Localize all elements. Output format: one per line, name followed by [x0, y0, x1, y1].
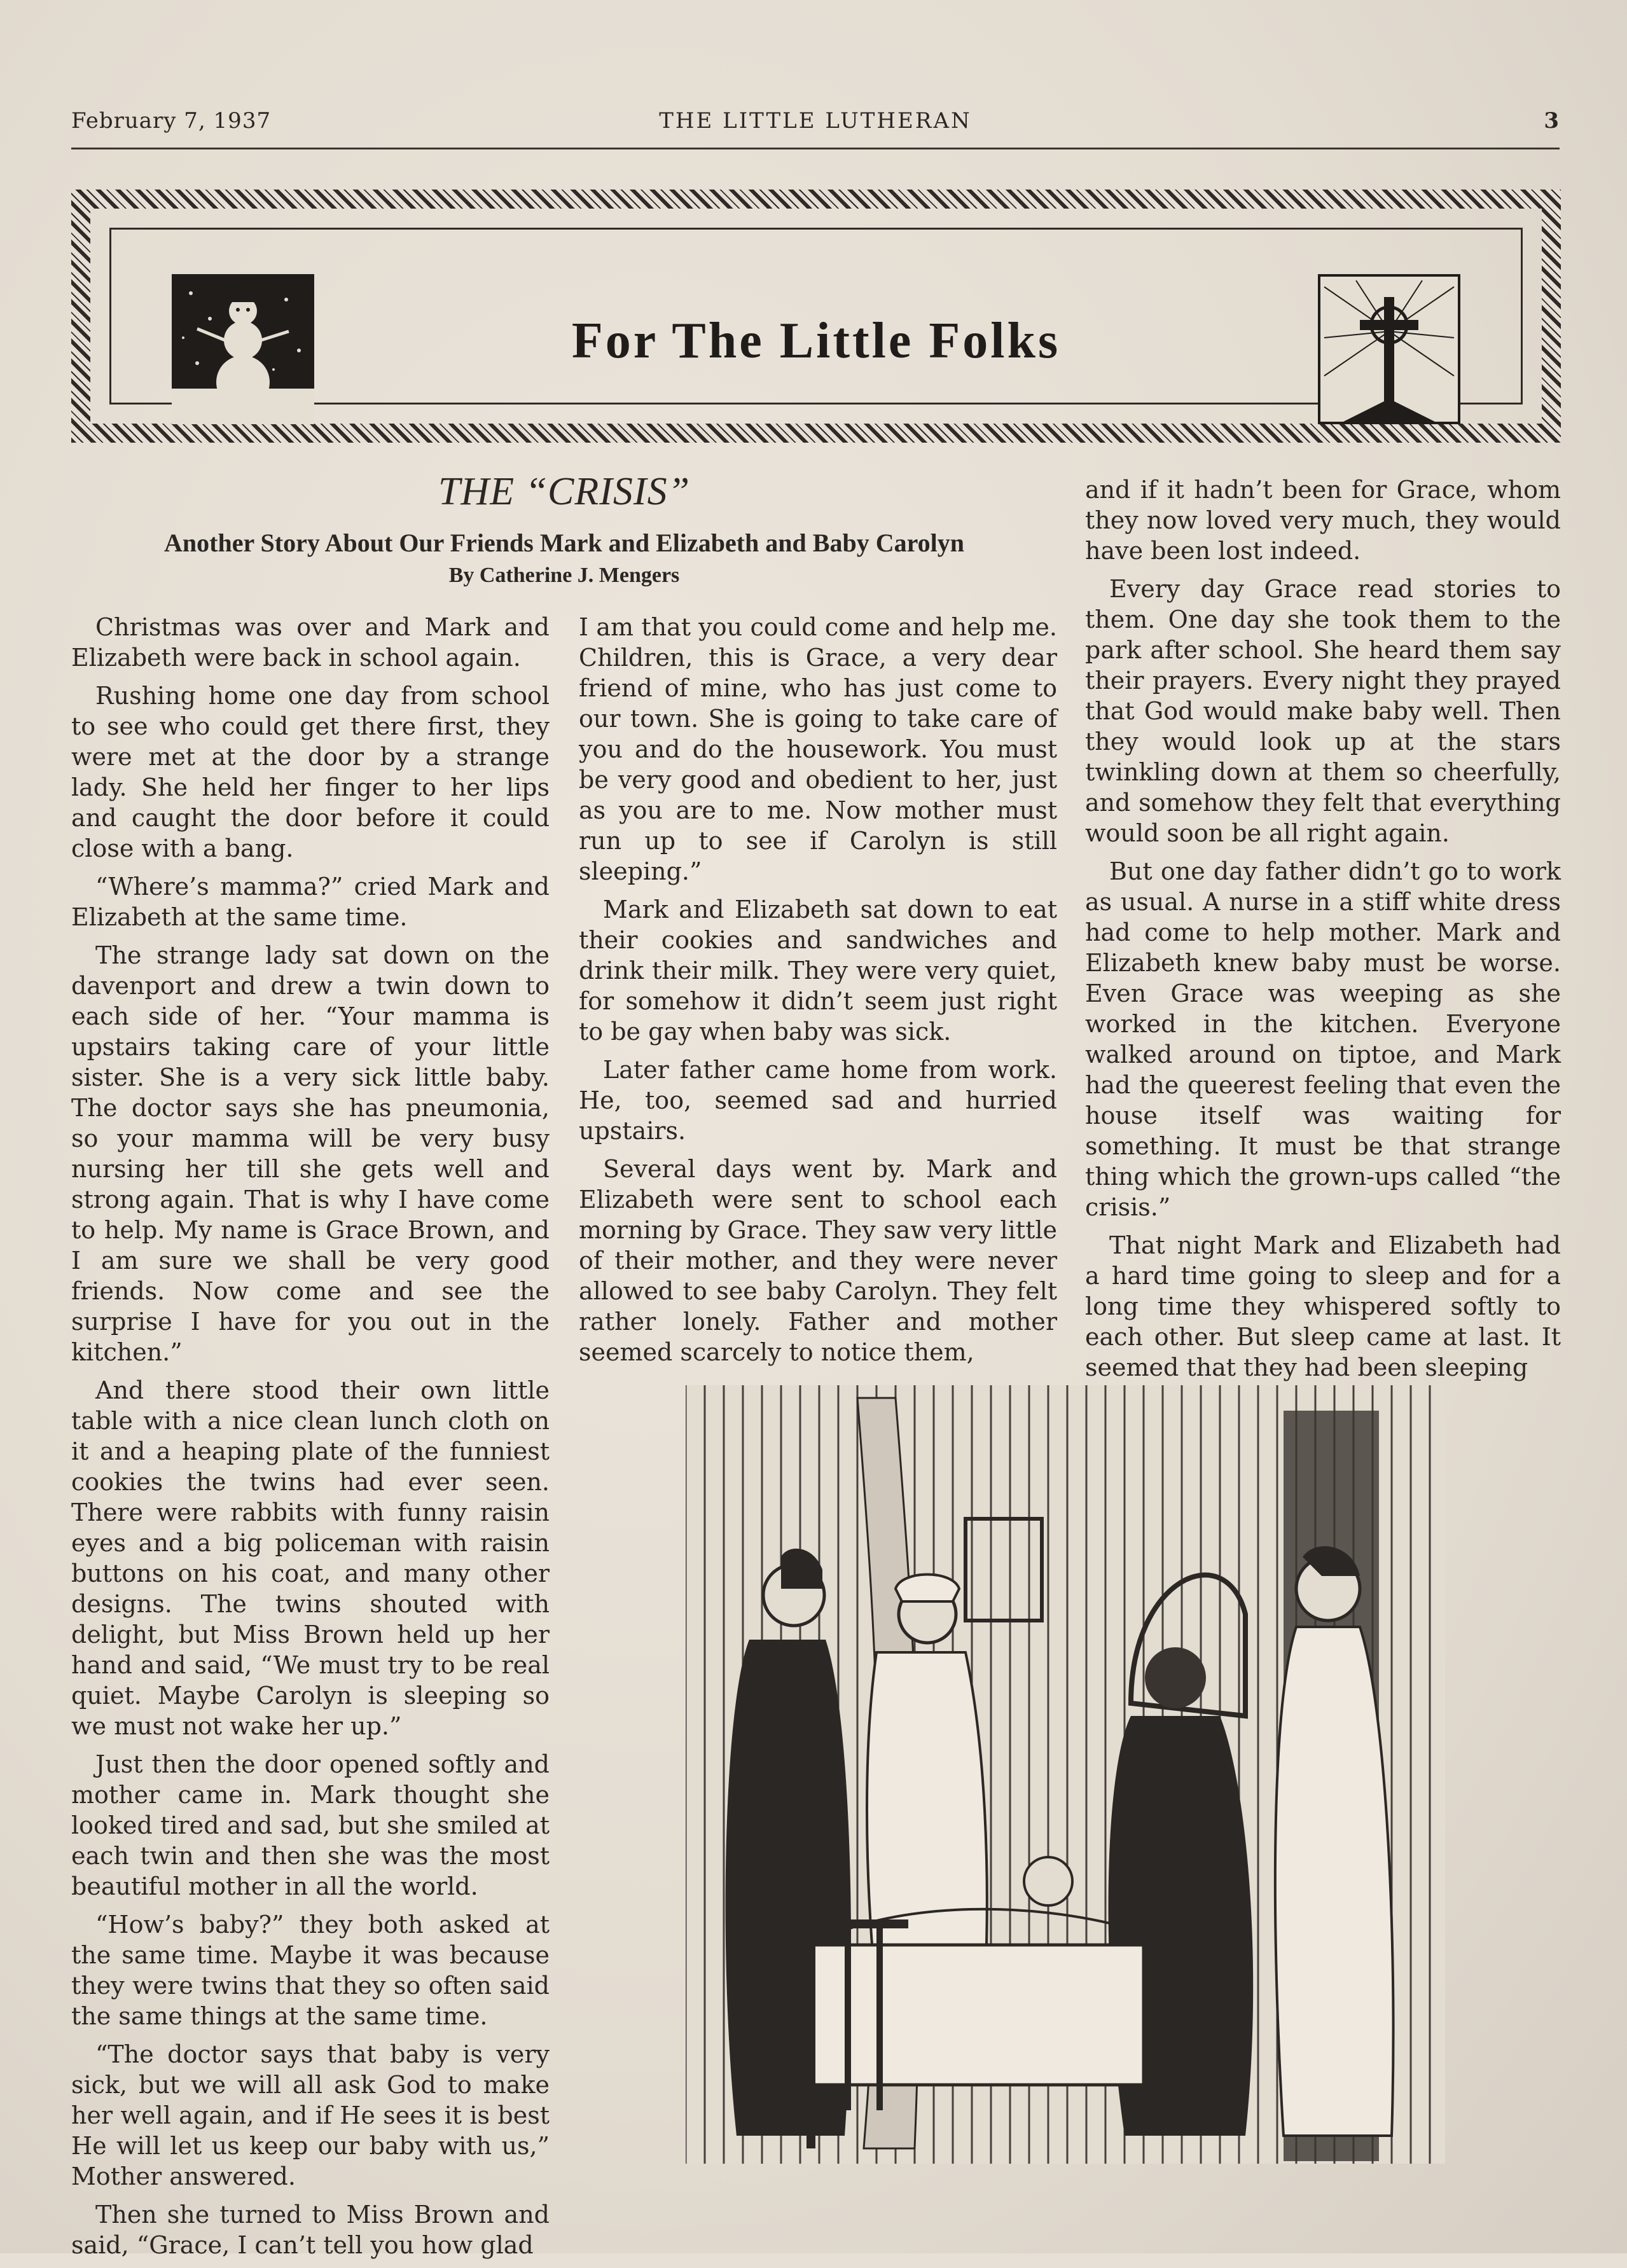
paragraph: Later father came home from work. He, too, seemed sad and hurried upstairs. — [579, 1056, 1057, 1145]
paragraph: Rushing home one day from school to see who could get there first, they were met at the door by a strange lady. She held her finger to her lips and caught the door before it could close with a bang. — [71, 682, 550, 862]
paragraph: “How’s baby?” they both asked at the same time. Maybe it was because they were twins that they so often said the same things at the same time. — [71, 1911, 550, 2030]
paragraph: “The doctor says that baby is very sick, but we will all ask God to make her well again, and if He sees it is best He will let us keep our baby with us,” Mother answered. — [71, 2040, 550, 2190]
page-number: 3 — [1544, 108, 1560, 134]
paragraph: Mark and Elizabeth sat down to eat their cookies and sandwiches and drink their milk. They were very quiet, for somehow it didn’t seem just right to be gay when baby was sick. — [579, 895, 1057, 1046]
text-column-3 — [1085, 474, 1561, 1390]
section-banner — [71, 190, 1561, 443]
issue-date: February 7, 1937 — [71, 108, 272, 134]
celtic-cross-icon — [1318, 274, 1460, 424]
header-rule — [71, 148, 1560, 149]
paragraph: Every day Grace read stories to them. One day she took them to the park after school. She heard them say their prayers. Every night they prayed that God would make baby well. Then they would look up at the stars twinkling down at them so cheerfully, and somehow they felt that everything would soon be all right again. — [1085, 575, 1561, 847]
story-subtitle: Another Story About Our Friends Mark and Elizabeth and Baby Carolyn — [164, 529, 964, 557]
banner-frame — [109, 228, 1523, 405]
paragraph: Just then the door opened softly and mother came in. Mark thought she looked tired and sad, but she smiled at each twin and then she was the most beautiful mother in all the world. — [71, 1750, 550, 1900]
paragraph: Christmas was over and Mark and Elizabeth were back in school again. — [71, 613, 550, 672]
paragraph: And there stood their own little table with a nice clean lunch cloth on it and a heaping plate of the funniest cookies the twins had ever seen. There were rabbits with funny raisin eyes and a big policeman with raisin buttons on his coat, and many other designs. The twins shouted with delight, but Miss Brown held up her hand and said, “We must try to be real quiet. Maybe Carolyn is sleeping so we must not wake her up.” — [71, 1376, 550, 1740]
text-column-1 — [71, 612, 550, 2268]
paragraph: Several days went by. Mark and Elizabeth were sent to school each morning by Grace. They saw very little of their mother, and they were never allowed to see baby Carolyn. They felt rather lonely. Father and mother seemed scarcely to notice them, — [579, 1155, 1057, 1366]
paragraph: That night Mark and Elizabeth had a hard time going to sleep and for a long time they whispered softly to each other. But sleep came at last. It seemed that they had been sleeping — [1085, 1231, 1561, 1381]
publication-title: THE LITTLE LUTHERAN — [659, 108, 972, 134]
bedside-sickroom-illustration — [686, 1385, 1445, 2164]
paragraph: The strange lady sat down on the davenport and drew a twin down to each side of her. “Your mamma is upstairs taking care of your little sister. She is a very sick little baby. The doctor says she has pneumonia, so your mamma will be very busy nursing her till she gets well and strong again. That is why I have come to help. My name is Grace Brown, and I am sure we shall be very good friends. Now come and see the surprise I have for you out in the kitchen.” — [71, 941, 550, 1366]
story-byline: By Catherine J. Mengers — [448, 564, 680, 587]
paragraph: and if it hadn’t been for Grace, whom they now loved very much, they would have been lost indeed. — [1085, 476, 1561, 565]
text-column-2 — [579, 612, 1057, 1375]
section-title: For The Little Folks — [571, 313, 1061, 369]
paragraph: But one day father didn’t go to work as usual. A nurse in a stiff white dress had come to help mother. Mark and Elizabeth knew baby must be worse. Even Grace was weeping as she worked in the kitchen. Everyone walked around on tiptoe, and Mark had the queerest feeling that even the house itself was waiting for something. It must be that strange thing which the grown-ups called “the crisis.” — [1085, 857, 1561, 1221]
paragraph: Then she turned to Miss Brown and said, “Grace, I can’t tell you how glad — [71, 2201, 550, 2259]
story-title: THE “CRISIS” — [438, 470, 691, 513]
paragraph: I am that you could come and help me. Children, this is Grace, a very dear friend of mine, who has just come to our town. She is going to take care of you and do the housework. You must be very good and obedient to her, just as you are to me. Now mother must run up to see if Carolyn is still sleeping.” — [579, 613, 1057, 885]
paragraph: “Where’s mamma?” cried Mark and Elizabeth at the same time. — [71, 873, 550, 931]
page-header — [71, 108, 1560, 146]
